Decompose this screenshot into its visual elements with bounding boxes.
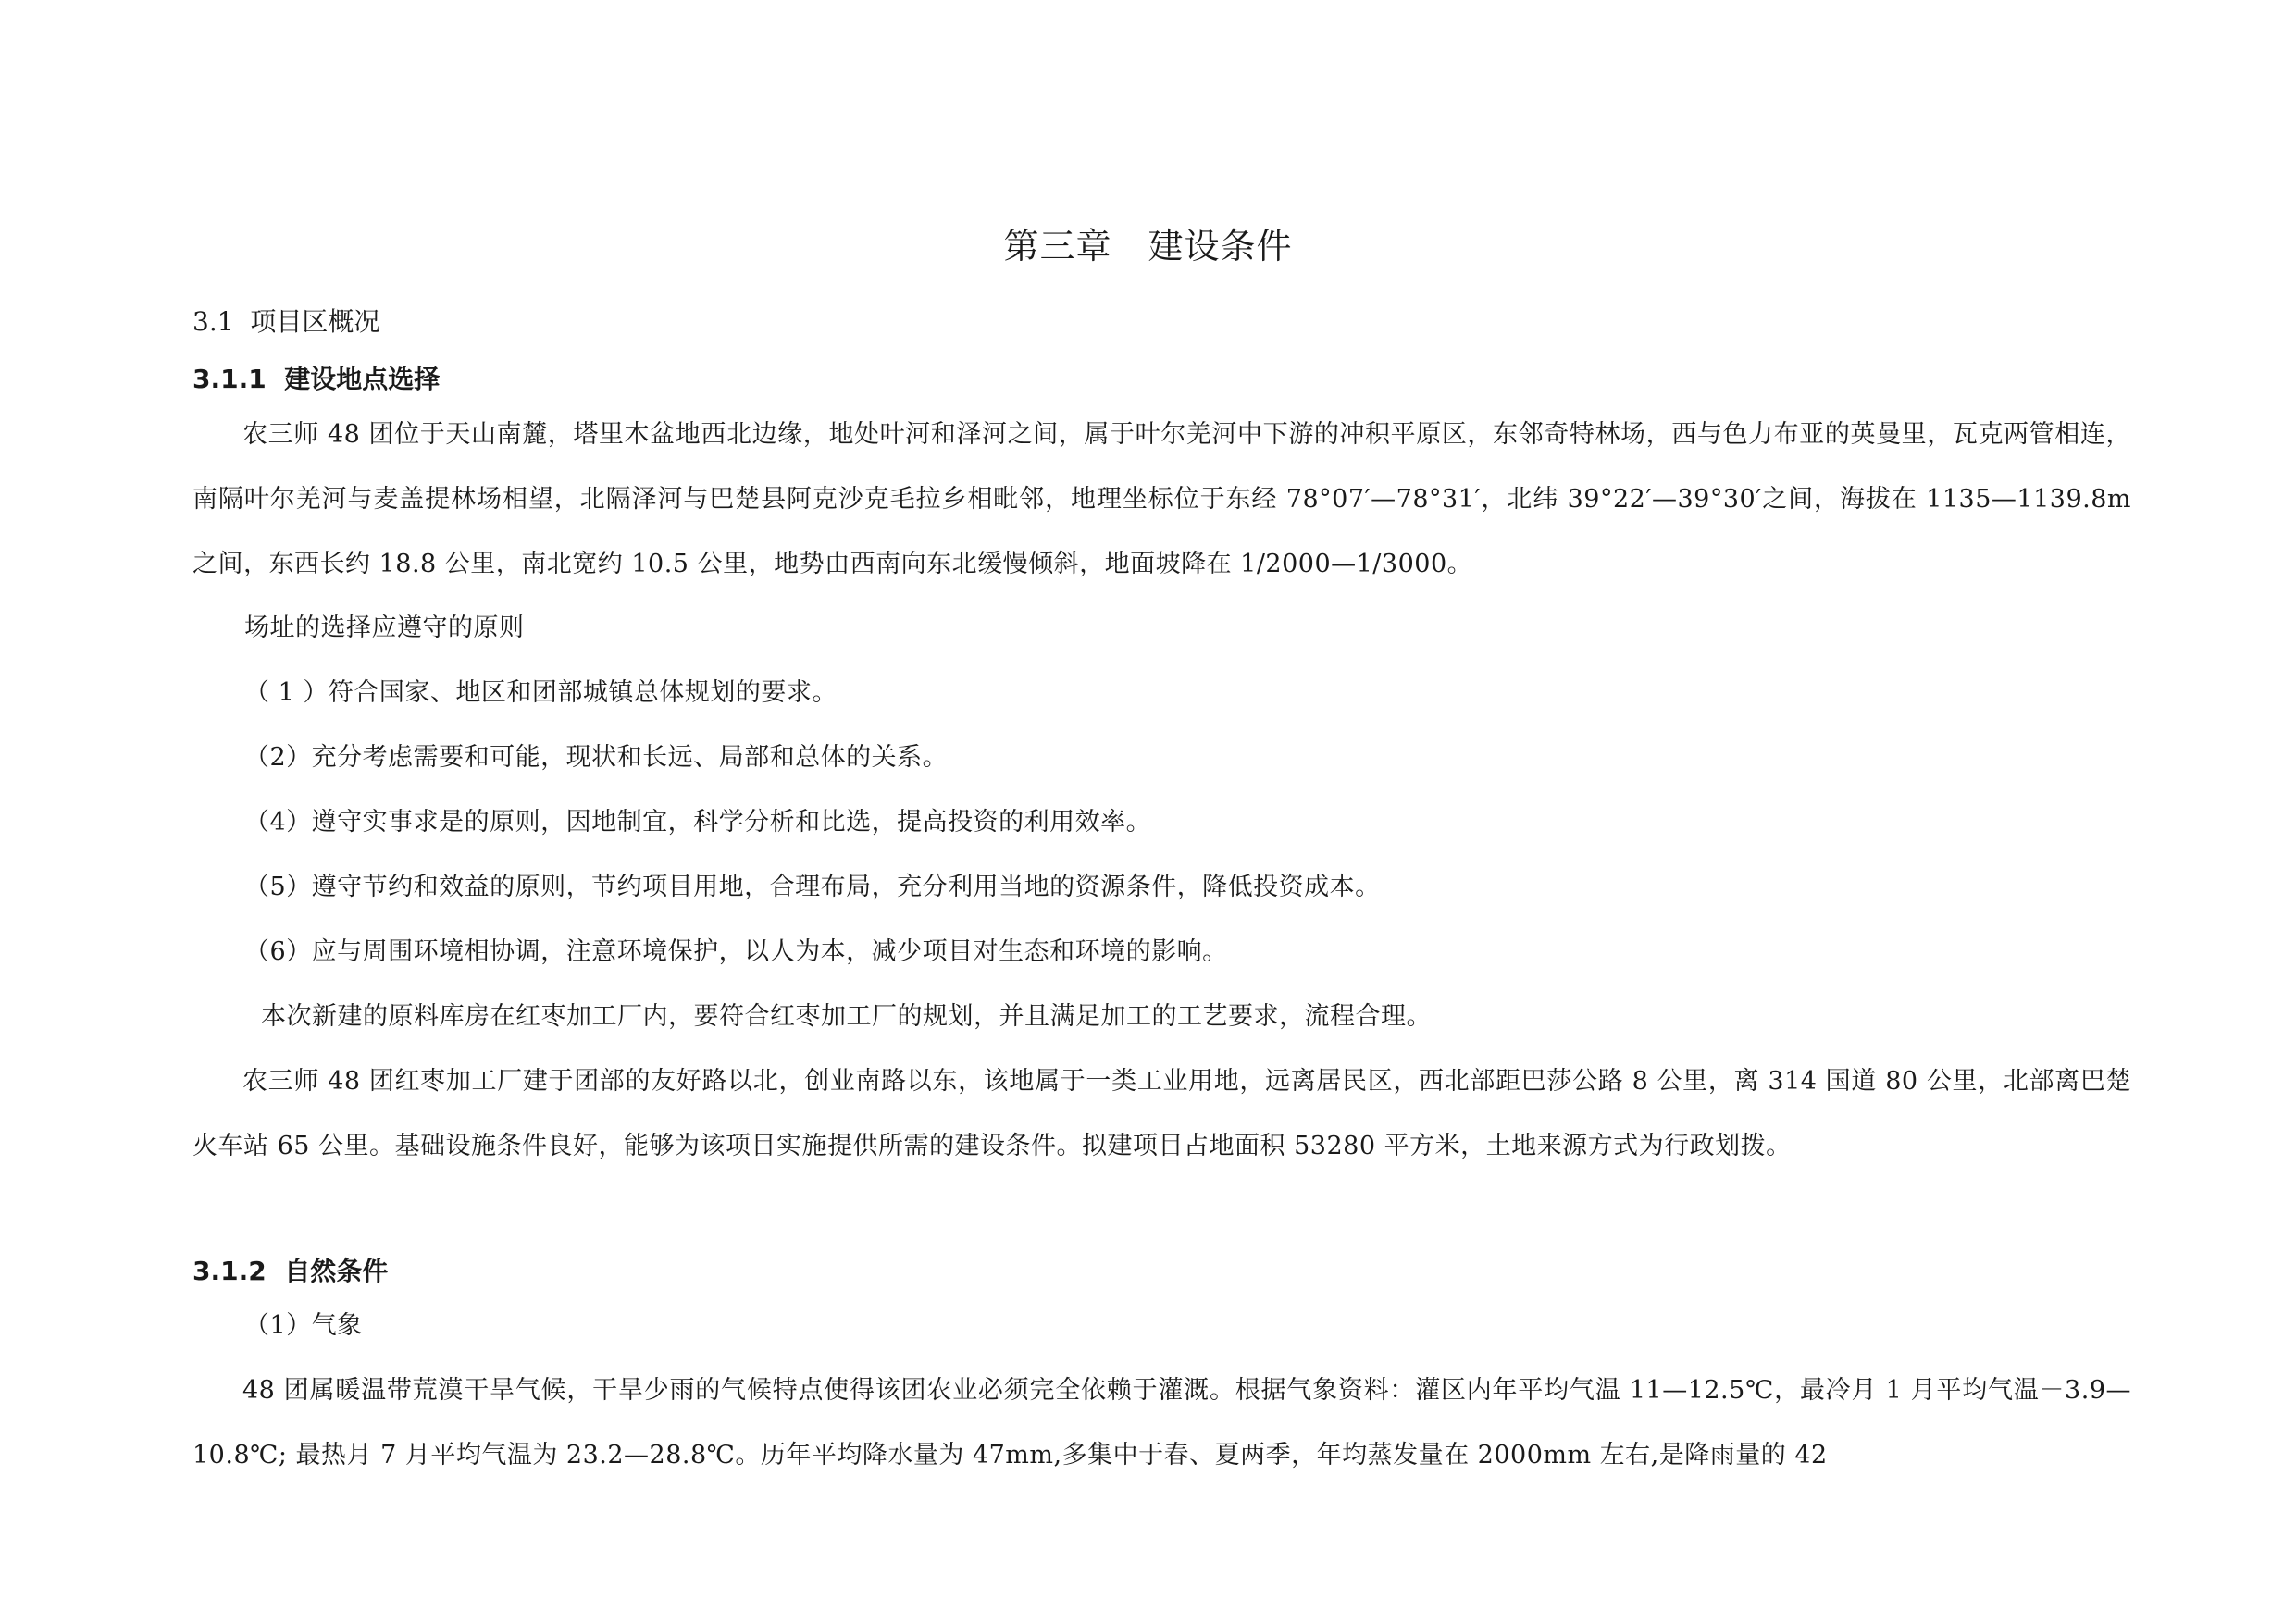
paragraph-factory: 农三师 48 团红枣加工厂建于团部的友好路以北，创业南路以东，该地属于一类工业用地，远离居民区，西北部距巴莎公路 8 公里，离 314 国道 80 公里，北部离巴楚火车站 65 公里。基础设施条件良好，能够为该项目实施提供所需的建设条件。拟建项目占地面积 53280 平方米，土地来源方式为行政划拨。 <box>192 1067 2131 1160</box>
principle-item-2: （2）充分考虑需要和可能，现状和长远、局部和总体的关系。 <box>244 743 949 772</box>
paragraph-location: 农三师 48 团位于天山南麓，塔里木盆地西北边缘，地处叶河和泽河之间，属于叶尔羌河中下游的冲积平原区，东邻奇特林场，西与色力布亚的英曼里，瓦克两管相连，南隔叶尔羌河与麦盖提林场相望，北隔泽河与巴楚县阿克沙克毛拉乡相毗邻，地理坐标位于东经 78°07′—78°31′，北纬 39°22′—39°30′之间，海拔在 1135—1139.8m 之间，东西长约 18.8 公里，南北宽约 10.5 公里，地势由西南向东北缓慢倾斜，地面坡降在 1/2000—1/3000。 <box>192 420 2131 578</box>
principle-item-6: （6）应与周围环境相协调，注意环境保护，以人为本，减少项目对生态和环境的影响。 <box>244 937 1228 966</box>
paragraph-climate: 48 团属暖温带荒漠干旱气候，干旱少雨的气候特点使得该团农业必须完全依赖于灌溉。根据气象资料：灌区内年平均气温 11—12.5℃，最冷月 1 月平均气温－3.9—10.8℃; 最热月 7 月平均气温为 23.2—28.8℃。历年平均降水量为 47mm,多集中于春、夏两季，年均蒸发量在 2000mm 左右,是降雨量的 42 <box>192 1376 2131 1469</box>
subheading-climate: （1）气象 <box>244 1311 363 1340</box>
paragraph-new-warehouse: 本次新建的原料库房在红枣加工厂内，要符合红枣加工厂的规划，并且满足加工的工艺要求，流程合理。 <box>261 1002 1432 1031</box>
section-heading-3-1-1: 3.1.1 建设地点选择 <box>192 364 441 394</box>
chapter-title: 第三章 建设条件 <box>1003 226 1293 267</box>
section-heading-3-1-2: 3.1.2 自然条件 <box>192 1256 389 1286</box>
principle-item-4: （4）遵守实事求是的原则，因地制宜，科学分析和比选，提高投资的利用效率。 <box>244 808 1152 837</box>
principle-item-1: （ 1 ）符合国家、地区和团部城镇总体规划的要求。 <box>244 678 838 707</box>
section-heading-3-1: 3.1 项目区概况 <box>192 306 380 337</box>
principles-intro: 场址的选择应遵守的原则 <box>244 614 525 642</box>
principle-item-5: （5）遵守节约和效益的原则，节约项目用地，合理布局，充分利用当地的资源条件，降低投资成本。 <box>244 873 1381 901</box>
